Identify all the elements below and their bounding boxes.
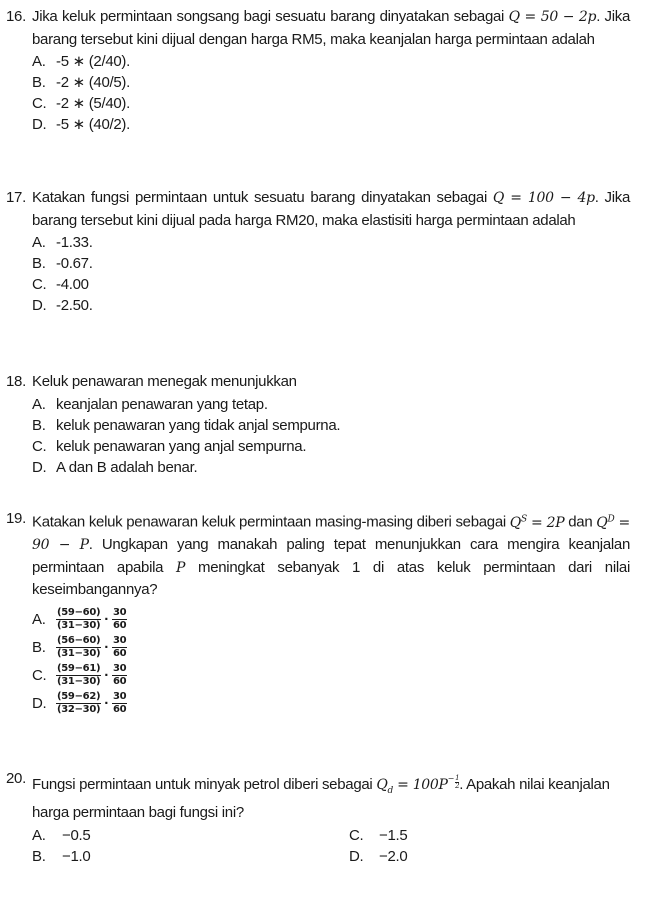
option-text: A dan B adalah benar. (56, 458, 198, 476)
option-letter: D. (32, 695, 47, 713)
fraction-2 (112, 691, 127, 716)
demand-superscript: D (607, 514, 615, 524)
exponent-sign: − (447, 774, 455, 783)
option-c[interactable] (349, 825, 549, 846)
demand-subscript: d (387, 785, 393, 796)
question-text-part: . Jika barang tersebut kini dijual pada harga RM20, maka elastisiti harga permintaan adalah (32, 189, 630, 229)
option-letter: B. (32, 74, 46, 91)
options-list (32, 51, 630, 135)
option-b[interactable] (32, 253, 630, 274)
fraction-1 (56, 691, 101, 716)
option-a[interactable] (32, 394, 630, 415)
numerator: (59−60) (57, 607, 101, 619)
option-letter: D. (349, 847, 364, 865)
options-list (32, 606, 630, 718)
question-20 (6, 768, 630, 867)
option-letter: C. (32, 437, 47, 455)
question-text-part: dan (564, 513, 597, 531)
question-text: Keluk penawaran menegak menunjukkan (32, 373, 297, 390)
option-text: −2.0 (379, 847, 408, 865)
question-text (32, 6, 630, 51)
demand-function (376, 774, 460, 796)
option-text: -5 ∗ (40/2). (56, 116, 130, 133)
question-text-part: . Jika barang tersebut kini dijual dengan harga RM5, maka keanjalan harga permintaan adalah (32, 8, 631, 48)
multiply-dot: · (104, 611, 109, 629)
numerator: 30 (112, 607, 127, 619)
fraction-2 (112, 663, 127, 688)
option-letter: D. (32, 116, 47, 133)
option-text: -2.50. (56, 297, 93, 314)
option-d[interactable] (349, 846, 549, 867)
option-letter: D. (32, 458, 47, 476)
question-19 (6, 508, 630, 718)
numerator: 30 (112, 691, 127, 703)
option-d[interactable] (32, 457, 630, 478)
question-number: 17. (6, 189, 26, 206)
question-text-part: meningkat sebanyak 1 di atas keluk permintaan dari nilai keseimbangannya? (32, 558, 630, 599)
option-b[interactable] (32, 72, 630, 93)
numerator: (59−62) (57, 691, 101, 703)
multiply-dot: · (104, 667, 109, 685)
denominator: (31−30) (57, 648, 101, 660)
supply-rhs: = 2P (526, 514, 565, 531)
option-text: −0.5 (62, 826, 91, 844)
fraction-1 (56, 607, 101, 632)
option-text: -4.00 (56, 276, 89, 293)
exponent-denominator: 2 (455, 782, 460, 790)
demand-q: Q (376, 777, 388, 793)
supply-superscript: S (520, 514, 527, 524)
denominator: 60 (112, 704, 127, 716)
denominator: 60 (112, 620, 127, 632)
option-d[interactable] (32, 295, 630, 316)
options-list (32, 394, 630, 478)
demand-equation: Q = 50 − 2p (508, 9, 597, 25)
option-d[interactable] (32, 690, 630, 718)
question-17 (6, 187, 630, 316)
option-c[interactable] (32, 436, 630, 457)
option-text: -1.33. (56, 234, 93, 251)
question-number: 20. (6, 770, 26, 787)
question-text (32, 508, 630, 602)
option-a[interactable] (32, 825, 349, 846)
question-number: 16. (6, 8, 26, 25)
option-text: -5 ∗ (2/40). (56, 53, 130, 70)
supply-q: Q (509, 514, 521, 531)
fraction-2 (112, 635, 127, 660)
option-a[interactable] (32, 232, 630, 253)
question-text-part: Katakan fungsi permintaan untuk sesuatu barang dinyatakan sebagai (32, 189, 493, 206)
question-16 (6, 6, 630, 135)
option-text: −1.5 (379, 826, 408, 844)
fraction-1 (56, 663, 101, 688)
option-c[interactable] (32, 662, 630, 690)
numerator: (56−60) (57, 635, 101, 647)
option-letter: A. (32, 395, 46, 413)
option-letter: D. (32, 297, 47, 314)
denominator: (31−30) (57, 676, 101, 688)
option-text: −1.0 (62, 847, 91, 865)
fraction-1 (56, 635, 101, 660)
option-d[interactable] (32, 114, 630, 135)
option-letter: A. (32, 234, 46, 251)
fraction-2 (112, 607, 127, 632)
option-letter: A. (32, 53, 46, 70)
option-letter: C. (32, 276, 47, 293)
option-letter: A. (32, 826, 46, 844)
option-letter: B. (32, 416, 46, 434)
question-text-part: Jika keluk permintaan songsang bagi sesuatu barang dinyatakan sebagai (32, 8, 509, 25)
option-letter: C. (32, 95, 47, 112)
numerator: 30 (112, 663, 127, 675)
option-text: keluk penawaran yang tidak anjal sempurna. (56, 416, 341, 434)
question-text-part: Katakan keluk penawaran keluk permintaan masing-masing diberi sebagai (32, 513, 510, 531)
option-a[interactable] (32, 51, 630, 72)
option-text: keanjalan penawaran yang tetap. (56, 395, 268, 413)
question-number: 19. (6, 510, 26, 527)
multiply-dot: · (104, 639, 109, 657)
demand-rhs: = 90 − P (32, 514, 630, 554)
multiply-dot: · (104, 695, 109, 713)
question-text (32, 768, 630, 825)
question-text-part: Fungsi permintaan untuk minyak petrol diberi sebagai (32, 776, 377, 793)
option-letter: C. (32, 667, 47, 685)
demand-rhs: = 100P (392, 777, 448, 793)
option-text: -2 ∗ (5/40). (56, 95, 130, 112)
question-text-part: . Apakah nilai keanjalan harga permintaan bagi fungsi ini? (32, 776, 610, 822)
numerator: 30 (112, 635, 127, 647)
option-letter: B. (32, 847, 46, 865)
question-text-part: . Ungkapan yang manakah paling tepat menunjukkan cara mengira keanjalan permintaan apabila (32, 536, 630, 576)
exponent-numerator: 1 (455, 774, 460, 782)
option-b[interactable] (32, 634, 630, 662)
option-text: -2 ∗ (40/5). (56, 74, 130, 91)
option-b[interactable] (32, 415, 630, 436)
supply-equation (510, 515, 565, 531)
price-variable: P (176, 559, 186, 576)
option-letter: B. (32, 255, 46, 272)
option-text: -0.67. (56, 255, 93, 272)
option-c[interactable] (32, 93, 630, 114)
question-text (32, 187, 630, 232)
option-c[interactable] (32, 274, 630, 295)
options-list (32, 232, 630, 316)
denominator: 60 (112, 676, 127, 688)
option-b[interactable] (32, 846, 349, 867)
option-a[interactable] (32, 606, 630, 634)
denominator: 60 (112, 648, 127, 660)
option-letter: A. (32, 611, 46, 629)
options-list (32, 825, 630, 867)
numerator: (59−61) (57, 663, 101, 675)
option-letter: B. (32, 639, 46, 657)
option-text: keluk penawaran yang anjal sempurna. (56, 437, 307, 455)
question-18 (6, 371, 630, 478)
denominator: (32−30) (57, 704, 101, 716)
question-number: 18. (6, 373, 26, 390)
option-letter: C. (349, 826, 364, 844)
demand-q: Q (596, 514, 608, 531)
denominator: (31−30) (57, 620, 101, 632)
demand-equation: Q = 100 − 4p (492, 190, 595, 206)
